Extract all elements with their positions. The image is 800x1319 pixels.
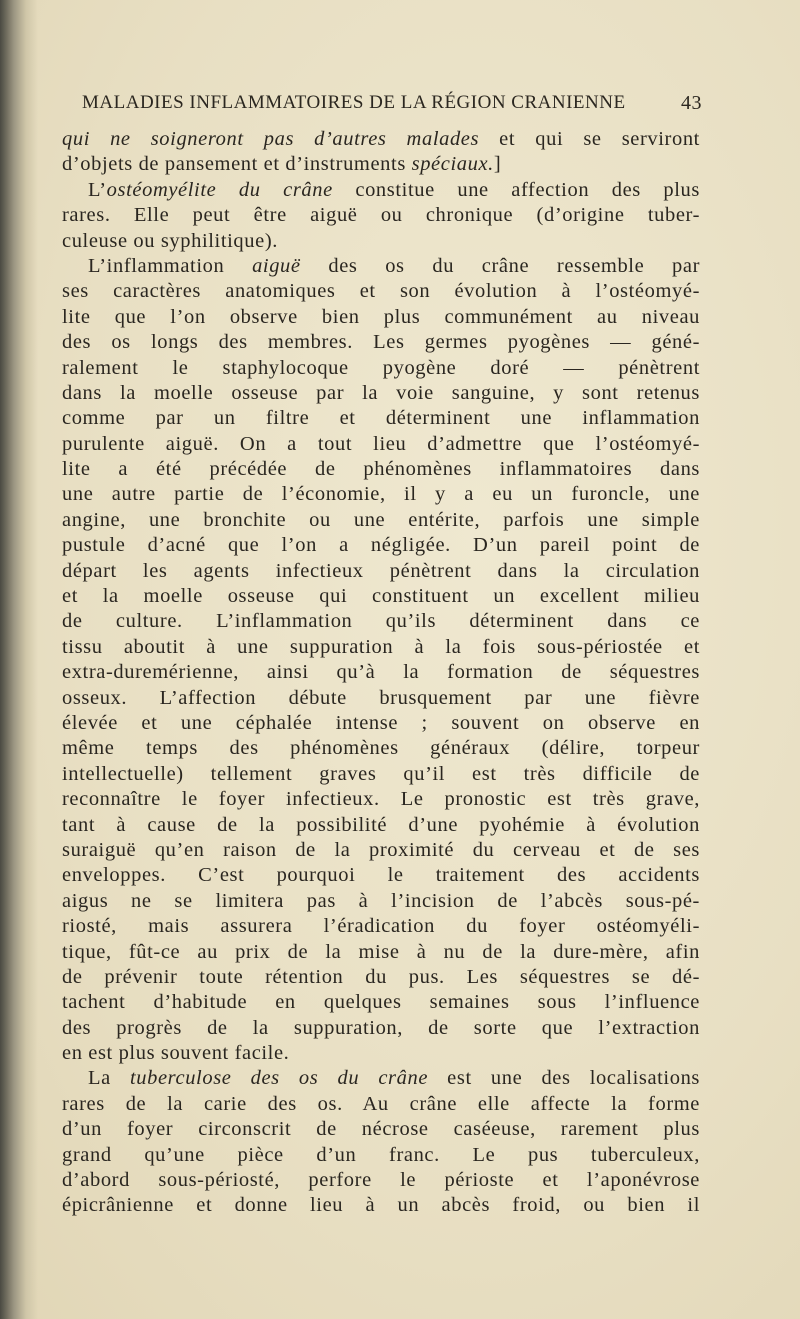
text-run: tachent d’habitude en quelques semaines sous l’influence: [62, 991, 700, 1014]
text-run: et qui se serviront: [479, 128, 700, 150]
text-run: lite a été précédée de phénomènes inflammatoires dans: [62, 458, 700, 481]
text-run: ralement le staphylocoque pyogène doré — pénètrent: [62, 356, 700, 379]
italic-text-run: ostéomyélite du crâne: [106, 178, 333, 201]
text-line: [62, 406, 700, 431]
text-line: [62, 1193, 700, 1218]
text-line: [62, 787, 700, 812]
text-run: tissu aboutit à une suppuration à la fois sous-périostée et: [62, 635, 700, 658]
text-run: est une des localisations: [428, 1067, 700, 1090]
text-line: [62, 432, 700, 457]
text-line: [62, 533, 700, 558]
text-run: aigus ne se limitera pas à l’incision de l’abcès sous-pé-: [62, 889, 700, 912]
text-run: des os longs des membres. Les germes pyogènes — géné-: [62, 331, 700, 354]
text-run: de prévenir toute rétention du pus. Les séquestres se dé-: [62, 965, 700, 988]
text-run: reconnaître le foyer infectieux. Le pronostic est très grave,: [62, 788, 700, 811]
text-run: purulente aiguë. On a tout lieu d’admettre que l’ostéomyé-: [62, 432, 700, 455]
text-line: [62, 559, 700, 584]
text-line: [62, 889, 700, 914]
page-number: 43: [681, 92, 702, 114]
text-run: élevée et une céphalée intense ; souvent on observe en: [62, 711, 700, 734]
text-line: [62, 1168, 700, 1193]
running-header: [82, 92, 702, 115]
text-run: en est plus souvent facile.: [62, 1042, 290, 1065]
text-run: L’inflammation: [88, 254, 253, 277]
italic-text-run: tuberculose des os du crâne: [129, 1067, 429, 1090]
text-run: ses caractères anatomiques et son évolution à l’ostéomyé-: [62, 280, 700, 303]
italic-text-run: spéciaux.: [411, 153, 494, 176]
text-line: [62, 863, 700, 888]
italic-text-run: qui ne soigneront pas d’autres malades: [62, 128, 480, 150]
text-run: une autre partie de l’économie, il y a eu un furoncle, une: [62, 483, 700, 506]
text-run: rares. Elle peut être aiguë ou chronique (d’origine tuber-: [62, 204, 700, 227]
text-run: d’objets de pansement et d’instruments: [62, 153, 412, 176]
text-line: [62, 1092, 700, 1117]
text-line: [62, 584, 700, 609]
text-run: des progrès de la suppuration, de sorte que l’extraction: [62, 1016, 700, 1039]
text-line: [62, 356, 700, 381]
text-run: suraiguë qu’en raison de la proximité du cerveau et de ses: [62, 838, 700, 861]
text-run: L’: [88, 178, 107, 201]
text-line: [62, 635, 700, 660]
text-run: pustule d’acné que l’on a négligée. D’un pareil point de: [62, 534, 700, 557]
text-line: [62, 127, 700, 152]
text-run: rares de la carie des os. Au crâne elle affecte la forme: [62, 1092, 700, 1115]
text-line: [62, 609, 700, 634]
text-run: culeuse ou syphilitique).: [62, 229, 278, 252]
text-line: [62, 711, 700, 736]
text-line: [62, 482, 700, 507]
text-line: [62, 762, 700, 787]
text-run: intellectuelle) tellement graves qu’il est très difficile de: [62, 762, 700, 785]
running-title: MALADIES INFLAMMATOIRES DE LA RÉGION CRANIENNE: [82, 92, 626, 113]
text-line: [62, 1117, 700, 1142]
text-run: des os du crâne ressemble par: [300, 254, 700, 277]
text-line: [62, 203, 700, 228]
text-line: [62, 914, 700, 939]
text-line: [62, 330, 700, 355]
text-line: [62, 1016, 700, 1041]
text-line: [62, 508, 700, 533]
text-run: de culture. L’inflammation qu’ils déterminent dans ce: [62, 610, 700, 633]
text-line: [62, 279, 700, 304]
text-run: extra-duremérienne, ainsi qu’à la formation de séquestres: [62, 661, 700, 684]
text-run: angine, une bronchite ou une entérite, parfois une simple: [62, 508, 700, 531]
text-run: riosté, mais assurera l’éradication du foyer ostéomyéli-: [62, 915, 700, 938]
text-line: [62, 965, 700, 990]
text-run: départ les agents infectieux pénètrent dans la circulation: [62, 559, 700, 582]
text-run: ]: [493, 153, 502, 176]
text-run: grand qu’une pièce d’un franc. Le pus tuberculeux,: [62, 1143, 700, 1166]
text-run: et la moelle osseuse qui constituent un excellent milieu: [62, 585, 700, 608]
text-line: [62, 254, 700, 279]
text-line: [62, 736, 700, 761]
text-line: [62, 381, 700, 406]
text-run: comme par un filtre et déterminent une inflammation: [62, 407, 700, 430]
text-run: tant à cause de la possibilité d’une pyohémie à évolution: [62, 813, 700, 836]
text-line: [62, 1143, 700, 1168]
text-line: [62, 990, 700, 1015]
text-line: [62, 686, 700, 711]
italic-text-run: aiguë: [252, 254, 301, 277]
text-run: d’un foyer circonscrit de nécrose caséeuse, rarement plus: [62, 1118, 700, 1141]
text-line: [62, 660, 700, 685]
text-line: [62, 813, 700, 838]
text-run: La: [88, 1067, 130, 1090]
text-line: [62, 229, 700, 254]
text-line: [62, 152, 700, 177]
text-line: [62, 178, 700, 203]
text-line: [62, 940, 700, 965]
text-run: constitue une affection des plus: [332, 178, 700, 201]
text-run: d’abord sous-périosté, perfore le périoste et l’aponévrose: [62, 1169, 700, 1192]
body-text: [62, 127, 700, 1219]
text-run: enveloppes. C’est pourquoi le traitement des accidents: [62, 864, 700, 887]
text-run: même temps des phénomènes généraux (délire, torpeur: [62, 737, 700, 760]
text-run: tique, fût-ce au prix de la mise à nu de la dure-mère, afin: [62, 940, 700, 963]
text-line: [62, 305, 700, 330]
text-run: épicrânienne et donne lieu à un abcès froid, ou bien il: [62, 1194, 700, 1217]
text-line: [62, 838, 700, 863]
text-run: dans la moelle osseuse par la voie sanguine, y sont retenus: [62, 381, 700, 404]
text-line: [62, 457, 700, 482]
text-line: [62, 1066, 700, 1091]
text-line: [62, 1041, 700, 1066]
text-run: lite que l’on observe bien plus communément au niveau: [62, 305, 700, 328]
text-run: osseux. L’affection débute brusquement par une fièvre: [62, 686, 700, 709]
page-binding-shadow: [0, 0, 38, 1319]
